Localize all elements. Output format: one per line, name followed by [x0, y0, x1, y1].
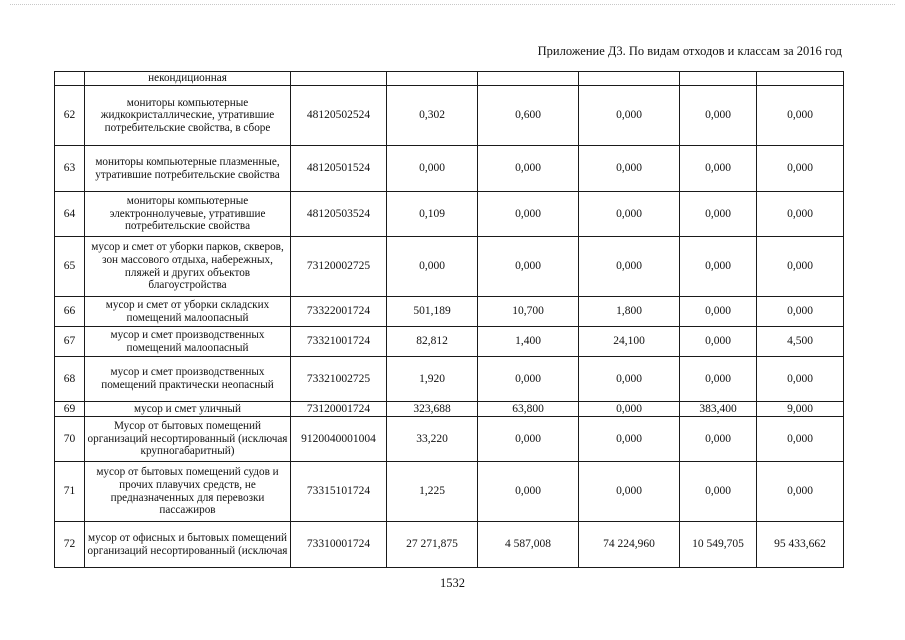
value-cell: 10,700 — [478, 297, 579, 327]
value-cell — [757, 72, 844, 86]
value-cell: 0,000 — [579, 237, 680, 297]
row-number: 64 — [55, 192, 85, 237]
table-row — [55, 327, 844, 357]
value-cell: 0,000 — [757, 417, 844, 462]
waste-name: некондиционная — [85, 72, 291, 86]
scan-artifact — [10, 4, 895, 6]
fkko-code: 48120502524 — [291, 86, 387, 146]
waste-name: мусор и смет от уборки складских помещений малоопасный — [85, 297, 291, 327]
value-cell: 323,688 — [387, 402, 478, 417]
waste-table — [54, 71, 844, 568]
value-cell: 0,109 — [387, 192, 478, 237]
value-cell: 1,225 — [387, 462, 478, 522]
waste-name: мусор от бытовых помещений судов и прочих плавучих средств, не предназначенных для перевозки пассажиров — [85, 462, 291, 522]
value-cell: 0,000 — [680, 417, 757, 462]
table-row — [55, 402, 844, 417]
table-row — [55, 417, 844, 462]
value-cell: 0,000 — [757, 357, 844, 402]
table-row — [55, 522, 844, 568]
value-cell: 0,000 — [680, 192, 757, 237]
value-cell: 0,000 — [757, 237, 844, 297]
value-cell: 0,000 — [680, 146, 757, 192]
value-cell: 82,812 — [387, 327, 478, 357]
waste-name: мусор от офисных и бытовых помещений организаций несортированный (исключая — [85, 522, 291, 568]
row-number: 72 — [55, 522, 85, 568]
value-cell: 0,000 — [579, 146, 680, 192]
value-cell — [680, 72, 757, 86]
fkko-code: 9120040001004 — [291, 417, 387, 462]
value-cell: 1,800 — [579, 297, 680, 327]
row-number: 67 — [55, 327, 85, 357]
value-cell: 0,000 — [478, 237, 579, 297]
value-cell: 0,000 — [757, 192, 844, 237]
value-cell — [579, 72, 680, 86]
table-row — [55, 237, 844, 297]
row-number — [55, 72, 85, 86]
fkko-code: 73322001724 — [291, 297, 387, 327]
value-cell: 0,000 — [757, 462, 844, 522]
value-cell: 10 549,705 — [680, 522, 757, 568]
row-number: 63 — [55, 146, 85, 192]
waste-name: мониторы компьютерные плазменные, утратившие потребительские свойства — [85, 146, 291, 192]
table-row — [55, 462, 844, 522]
table-row — [55, 192, 844, 237]
value-cell: 63,800 — [478, 402, 579, 417]
value-cell: 501,189 — [387, 297, 478, 327]
row-number: 69 — [55, 402, 85, 417]
page-header-title: Приложение Д3. По видам отходов и классам за 2016 год — [537, 44, 842, 58]
fkko-code: 73321001724 — [291, 327, 387, 357]
waste-name: мусор и смет производственных помещений практически неопасный — [85, 357, 291, 402]
value-cell: 0,000 — [478, 462, 579, 522]
row-number: 62 — [55, 86, 85, 146]
value-cell: 383,400 — [680, 402, 757, 417]
table-row — [55, 72, 844, 86]
value-cell: 24,100 — [579, 327, 680, 357]
value-cell: 4 587,008 — [478, 522, 579, 568]
waste-name: мониторы компьютерные жидкокристаллические, утратившие потребительские свойства, в сборе — [85, 86, 291, 146]
value-cell: 33,220 — [387, 417, 478, 462]
table-row — [55, 146, 844, 192]
value-cell: 74 224,960 — [579, 522, 680, 568]
value-cell: 0,302 — [387, 86, 478, 146]
waste-name: мусор и смет от уборки парков, скверов, зон массового отдыха, набережных, пляжей и других объектов благоустройства — [85, 237, 291, 297]
fkko-code: 73315101724 — [291, 462, 387, 522]
value-cell: 0,000 — [579, 357, 680, 402]
value-cell: 0,000 — [387, 237, 478, 297]
fkko-code: 48120501524 — [291, 146, 387, 192]
row-number: 65 — [55, 237, 85, 297]
fkko-code: 73310001724 — [291, 522, 387, 568]
value-cell — [387, 72, 478, 86]
value-cell: 0,600 — [478, 86, 579, 146]
fkko-code: 73120002725 — [291, 237, 387, 297]
table-row — [55, 357, 844, 402]
value-cell: 0,000 — [680, 237, 757, 297]
value-cell: 1,400 — [478, 327, 579, 357]
value-cell: 0,000 — [579, 402, 680, 417]
value-cell: 0,000 — [680, 462, 757, 522]
row-number: 68 — [55, 357, 85, 402]
value-cell: 0,000 — [579, 192, 680, 237]
value-cell: 9,000 — [757, 402, 844, 417]
value-cell: 0,000 — [478, 357, 579, 402]
row-number: 66 — [55, 297, 85, 327]
row-number: 70 — [55, 417, 85, 462]
fkko-code: 73321002725 — [291, 357, 387, 402]
value-cell: 0,000 — [579, 462, 680, 522]
row-number: 71 — [55, 462, 85, 522]
fkko-code: 73120001724 — [291, 402, 387, 417]
value-cell: 0,000 — [757, 146, 844, 192]
value-cell: 0,000 — [680, 327, 757, 357]
value-cell: 0,000 — [680, 297, 757, 327]
waste-name: мусор и смет производственных помещений малоопасный — [85, 327, 291, 357]
value-cell: 1,920 — [387, 357, 478, 402]
value-cell: 0,000 — [757, 86, 844, 146]
value-cell: 27 271,875 — [387, 522, 478, 568]
value-cell: 0,000 — [579, 86, 680, 146]
value-cell: 0,000 — [757, 297, 844, 327]
table-row — [55, 297, 844, 327]
value-cell: 95 433,662 — [757, 522, 844, 568]
waste-name: мусор и смет уличный — [85, 402, 291, 417]
waste-name: мониторы компьютерные электроннолучевые, утратившие потребительские свойства — [85, 192, 291, 237]
value-cell — [478, 72, 579, 86]
value-cell: 0,000 — [680, 86, 757, 146]
value-cell: 4,500 — [757, 327, 844, 357]
fkko-code — [291, 72, 387, 86]
page-number: 1532 — [440, 576, 465, 590]
value-cell: 0,000 — [478, 146, 579, 192]
waste-name: Мусор от бытовых помещений организаций несортированный (исключая крупногабаритный) — [85, 417, 291, 462]
value-cell: 0,000 — [478, 417, 579, 462]
value-cell: 0,000 — [387, 146, 478, 192]
table-row — [55, 86, 844, 146]
value-cell: 0,000 — [478, 192, 579, 237]
value-cell: 0,000 — [579, 417, 680, 462]
fkko-code: 48120503524 — [291, 192, 387, 237]
value-cell: 0,000 — [680, 357, 757, 402]
